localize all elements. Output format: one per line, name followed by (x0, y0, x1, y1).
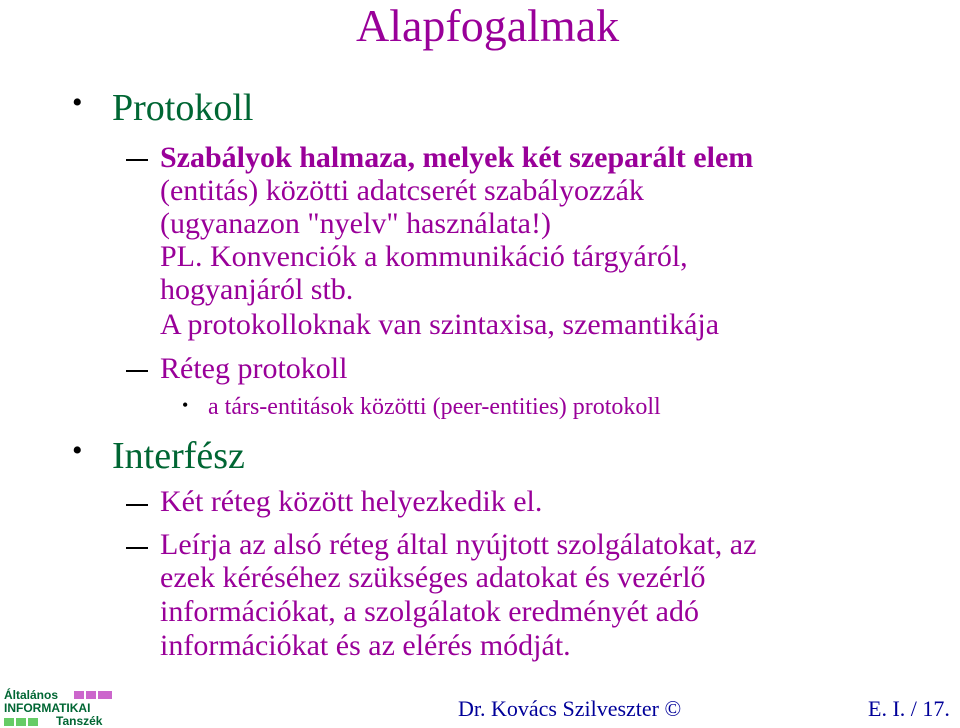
dash-icon (126, 370, 148, 372)
logo-block-icon (16, 718, 26, 726)
text-line: ezek kéréséhez szükséges adatokat és vezérlő (160, 561, 706, 594)
logo-block-icon (28, 718, 38, 726)
logo-block-icon (74, 691, 84, 699)
text-line: Leírja az alsó réteg által nyújtott szolgálatokat, az (160, 528, 757, 561)
text-line: A protokolloknak van szintaxisa, szemantikája (160, 308, 720, 341)
text-line: információkat és az elérés módját. (160, 629, 571, 662)
bullet-icon: • (72, 434, 83, 467)
department-logo (4, 688, 116, 726)
page-number: E. I. / 17. (868, 696, 950, 721)
footer-author: Dr. Kovács Szilveszter © (458, 696, 682, 721)
logo-text-line: INFORMATIKAI (4, 701, 91, 715)
text-line: (entitás) közötti adatcserét szabályozzák (160, 174, 644, 207)
text-line: (ugyanazon "nyelv" használata!) (160, 207, 551, 240)
logo-block-icon (4, 718, 14, 726)
text-line: Szabályok halmaza, melyek két szeparált elem (160, 141, 754, 174)
logo-text-line: Általános (4, 688, 59, 702)
dash-icon (126, 504, 148, 506)
sub-item: a társ-entitások közötti (peer-entities) protokoll (208, 394, 661, 420)
dash-icon (126, 547, 148, 549)
text-line: hogyanjáról stb. (160, 273, 354, 306)
logo-text-line: Tanszék (56, 714, 103, 728)
text-line: információkat, a szolgálatok eredményét adó (160, 595, 699, 628)
slide-title: Alapfogalmak (356, 0, 620, 51)
heading-protokoll: Protokoll (112, 87, 254, 129)
bullet-icon: • (72, 86, 83, 119)
logo-block-icon (86, 691, 96, 699)
heading-interfesz: Interfész (112, 435, 245, 477)
text-line: Két réteg között helyezkedik el. (160, 485, 543, 518)
text-line: Réteg protokoll (160, 352, 348, 385)
text-line: PL. Konvenciók a kommunikáció tárgyáról, (160, 240, 688, 273)
bullet-icon: • (182, 395, 189, 415)
logo-block-icon (98, 691, 112, 699)
dash-icon (126, 159, 148, 161)
